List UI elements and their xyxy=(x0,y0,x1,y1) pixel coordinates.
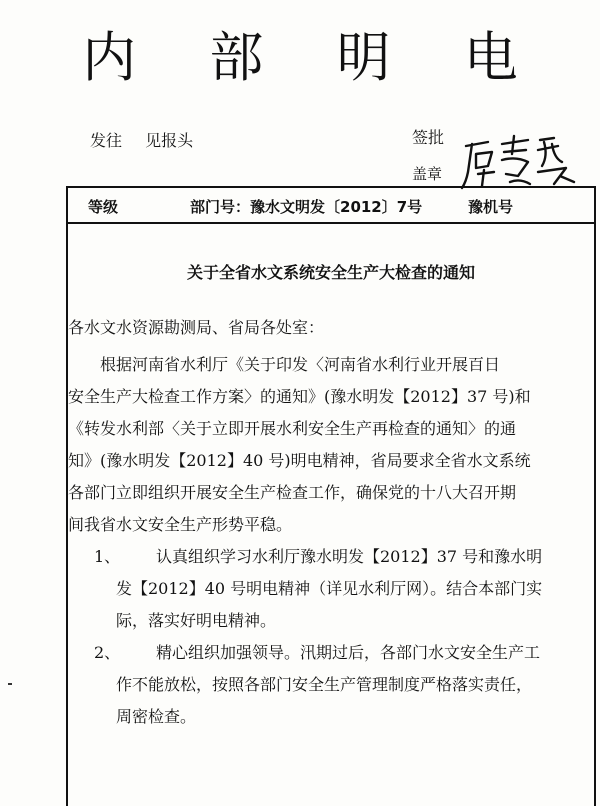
paragraph-line: 《转发水利部〈关于立即开展水利安全生产再检查的通知〉的通 xyxy=(68,419,517,438)
notice-title: 关于全省水文系统安全生产大检查的通知 xyxy=(186,263,475,282)
notice-body xyxy=(68,349,588,733)
yuji-number: 豫机号 xyxy=(468,198,514,216)
header-row xyxy=(68,188,594,224)
item-text: 认真组织学习水利厅豫水明发【2012】37 号和豫水明 xyxy=(156,547,543,566)
salutation: 各水文水资源勘测局、省局各处室： xyxy=(68,318,325,337)
item-text: 作不能放松，按照各部门安全生产管理制度严格落实责任， xyxy=(116,675,533,694)
message-frame xyxy=(66,186,596,806)
paragraph-line: 知》(豫水明发【2012】40 号)明电精神，省局要求全省水文系统 xyxy=(68,451,531,470)
handwritten-signature xyxy=(458,132,578,192)
item-number: 1、 xyxy=(94,547,121,566)
list-item xyxy=(68,541,588,573)
dept-number: 部门号：豫水文明发〔2012〕7号 xyxy=(190,198,423,216)
paragraph-line: 间我省水文安全生产形势平稳。 xyxy=(68,515,293,534)
item-text: 周密检查。 xyxy=(116,707,197,726)
grade-label: 等级 xyxy=(88,198,119,216)
item-text: 发【2012】40 号明电精神（详见水利厅网）。结合本部门实 xyxy=(116,579,543,598)
item-text: 精心组织加强领导。汛期过后，各部门水文安全生产工 xyxy=(156,643,541,662)
item-number: 2、 xyxy=(94,643,121,662)
margin-mark xyxy=(8,683,12,685)
approval-label: 签批 xyxy=(412,128,445,147)
list-item xyxy=(68,637,588,669)
send-to-value: 见报头 xyxy=(145,131,194,150)
paragraph-line: 安全生产大检查工作方案〉的通知》(豫水明发【2012】37 号)和 xyxy=(68,387,531,406)
send-to xyxy=(90,128,193,151)
send-to-label: 发往 xyxy=(90,131,123,150)
seal-label: 盖章 xyxy=(412,165,443,183)
paragraph-line: 根据河南省水利厅《关于印发〈河南省水利行业开展百日 xyxy=(100,355,501,374)
page-title: 内 部 明 电 xyxy=(82,25,546,89)
item-text: 际，落实好明电精神。 xyxy=(116,611,277,630)
paragraph-line: 各部门立即组织开展安全生产检查工作，确保党的十八大召开期 xyxy=(68,483,517,502)
